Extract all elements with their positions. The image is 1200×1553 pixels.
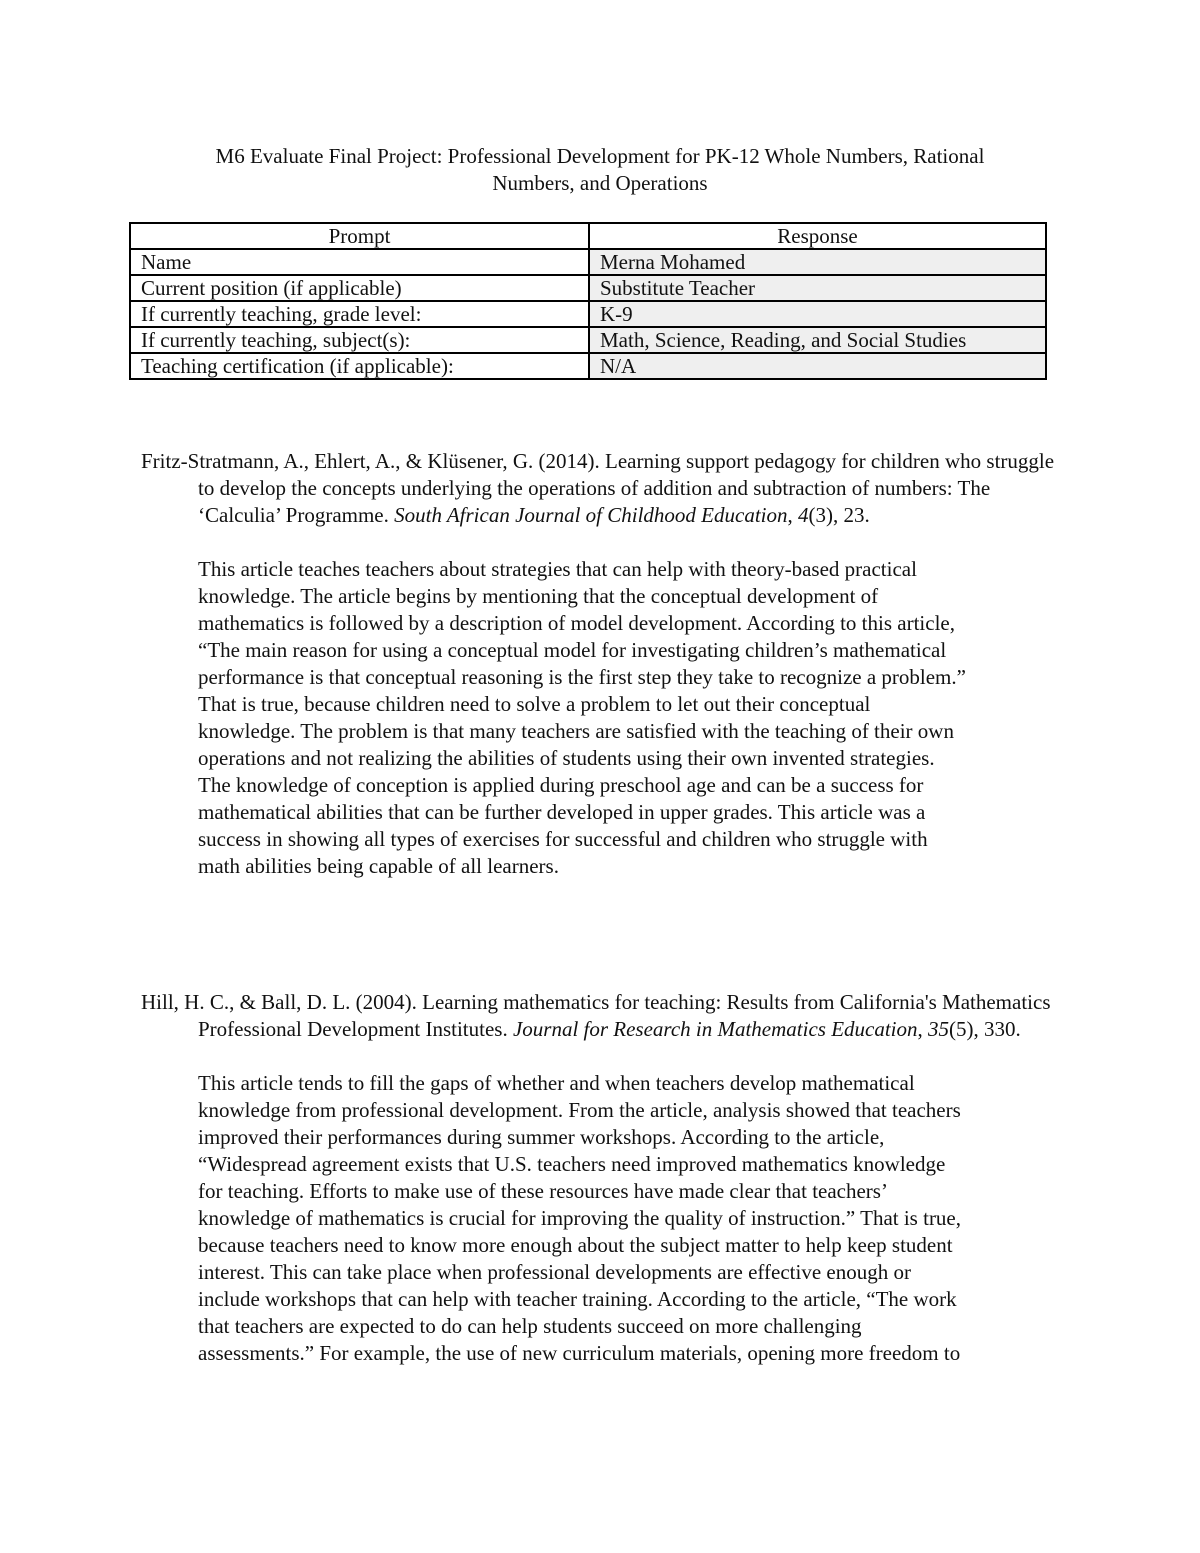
title-line-2: Numbers, and Operations <box>492 171 708 195</box>
prompt-header: Prompt <box>130 223 589 249</box>
summary-line: mathematics is followed by a description of model development. According to this article, <box>198 611 955 635</box>
summary-line: assessments.” For example, the use of new curriculum materials, opening more freedom to <box>198 1341 961 1365</box>
reference-entry <box>141 989 1056 1367</box>
reference-summary <box>141 1070 1056 1367</box>
prompt-cell: If currently teaching, grade level: <box>130 301 589 327</box>
response-header: Response <box>589 223 1046 249</box>
info-table <box>129 222 1047 380</box>
summary-line: operations and not realizing the abilities of students using their own invented strategies. <box>198 746 935 770</box>
table-row <box>130 249 1046 275</box>
summary-line: performance is that conceptual reasoning is the first step they take to recognize a problem.” <box>198 665 966 689</box>
prompt-cell: Current position (if applicable) <box>130 275 589 301</box>
table-header-row <box>130 223 1046 249</box>
response-cell: K-9 <box>589 301 1046 327</box>
summary-line: for teaching. Efforts to make use of these resources have made clear that teachers’ <box>198 1179 888 1203</box>
response-cell: Math, Science, Reading, and Social Studies <box>589 327 1046 353</box>
reference-citation <box>141 448 1056 529</box>
citation-volume: 4 <box>798 503 809 527</box>
citation-issue-pages: (3), 23. <box>808 503 870 527</box>
summary-line: mathematical abilities that can be further developed in upper grades. This article was a <box>198 800 926 824</box>
summary-line: knowledge from professional development. From the article, analysis showed that teachers <box>198 1098 961 1122</box>
table-row <box>130 301 1046 327</box>
summary-line: include workshops that can help with teacher training. According to the article, “The work <box>198 1287 957 1311</box>
citation-text: Fritz-Stratmann, A., Ehlert, A., & Klüsener, G. (2014). Learning support pedagogy for children who struggle to develop the concepts underlying the operations of addition and subtraction of numbers: The ‘Calculia’ Programme. <box>141 449 1055 527</box>
title-line-1: M6 Evaluate Final Project: Professional Development for PK-12 Whole Numbers, Rational <box>215 144 985 168</box>
citation-volume: 35 <box>928 1017 950 1041</box>
prompt-cell: Name <box>130 249 589 275</box>
summary-line: That is true, because children need to solve a problem to let out their conceptual <box>198 692 871 716</box>
summary-line: knowledge. The problem is that many teachers are satisfied with the teaching of their own <box>198 719 954 743</box>
summary-line: improved their performances during summer workshops. According to the article, <box>198 1125 885 1149</box>
response-cell: Substitute Teacher <box>589 275 1046 301</box>
summary-line: math abilities being capable of all learners. <box>198 854 559 878</box>
document-title <box>130 143 1070 197</box>
citation-journal: South African Journal of Childhood Education <box>394 503 788 527</box>
summary-line: This article tends to fill the gaps of whether and when teachers develop mathematical <box>198 1071 915 1095</box>
response-cell: N/A <box>589 353 1046 379</box>
summary-line: success in showing all types of exercises for successful and children who struggle with <box>198 827 928 851</box>
reference-citation <box>141 989 1056 1043</box>
reference-summary <box>141 556 1056 880</box>
citation-separator: , <box>917 1017 929 1041</box>
summary-line: because teachers need to know more enough about the subject matter to help keep student <box>198 1233 953 1257</box>
summary-line: interest. This can take place when professional developments are effective enough or <box>198 1260 911 1284</box>
summary-line: knowledge. The article begins by mentioning that the conceptual development of <box>198 584 879 608</box>
summary-line: The knowledge of conception is applied during preschool age and can be a success for <box>198 773 924 797</box>
citation-separator: , <box>787 503 798 527</box>
citation-text: Hill, H. C., & Ball, D. L. (2004). Learning mathematics for teaching: Results from California's Mathematics Professional Development Institutes. <box>141 990 1051 1041</box>
prompt-cell: If currently teaching, subject(s): <box>130 327 589 353</box>
summary-line: “The main reason for using a conceptual model for investigating children’s mathematical <box>198 638 947 662</box>
citation-issue-pages: (5), 330. <box>949 1017 1021 1041</box>
summary-line: knowledge of mathematics is crucial for improving the quality of instruction.” That is true, <box>198 1206 962 1230</box>
table-row <box>130 275 1046 301</box>
prompt-cell: Teaching certification (if applicable): <box>130 353 589 379</box>
reference-entry <box>141 448 1056 880</box>
citation-journal: Journal for Research in Mathematics Education <box>512 1017 918 1041</box>
summary-line: “Widespread agreement exists that U.S. teachers need improved mathematics knowledge <box>198 1152 946 1176</box>
summary-line: that teachers are expected to do can help students succeed on more challenging <box>198 1314 862 1338</box>
response-cell: Merna Mohamed <box>589 249 1046 275</box>
table-row <box>130 327 1046 353</box>
table-row <box>130 353 1046 379</box>
summary-line: This article teaches teachers about strategies that can help with theory-based practical <box>198 557 917 581</box>
